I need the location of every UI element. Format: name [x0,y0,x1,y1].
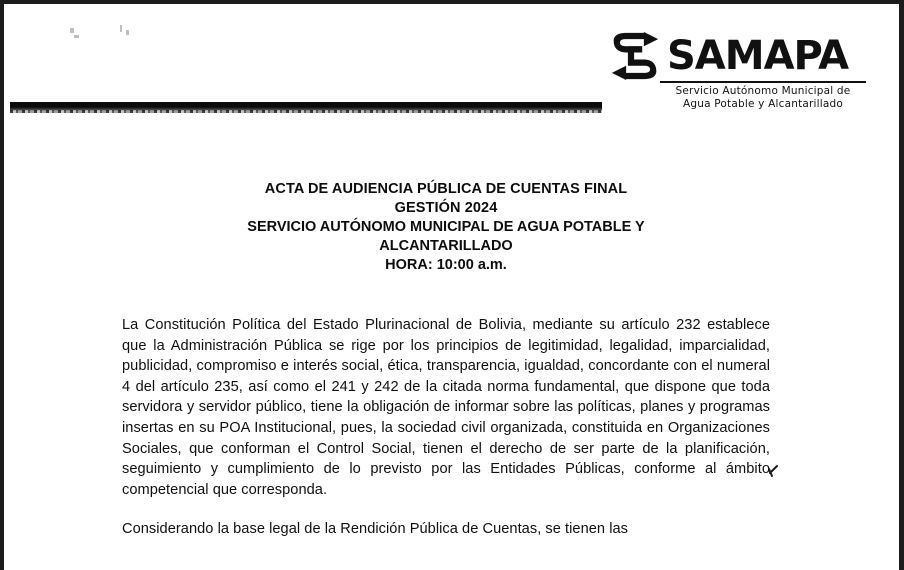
document-title [122,180,770,218]
brand-divider [660,81,866,83]
brand-wordmark: SAMAPA [667,33,849,79]
letterhead [606,32,866,110]
document-body [122,180,770,555]
scan-artifact-smudge [120,25,122,32]
scan-edge-top [0,0,904,4]
document-title-line2: GESTIÓN 2024 [394,200,498,216]
samapa-recycle-s-icon [606,32,664,80]
document-subtitle-line2: ALCANTARILLADO [379,238,513,254]
brand-row [606,32,866,80]
scan-artifact-smudge [74,35,79,38]
body-paragraph: Considerando la base legal de la Rendición Pública de Cuentas, se tienen las [122,521,628,538]
body-paragraph: La Constitución Política del Estado Plurinacional de Bolivia, mediante su artículo 232 establece que la Administración Pública se rige por los principios de legitimidad, legalidad, imparcialidad, publicidad, compromiso e interés social, ética, transparencia, igualdad, concordante con el numeral 4 del artículo 235, así como el 241 y 242 de la citada norma fundamental, que dispone que toda servidora y servidor público, tiene la obligación de informar sobre las políticas, planes y programas insertas en su POA Institucional, pues, la sociedad civil organizada, constituida en Organizaciones Sociales, que conforman el Control Social, tienen el derecho de ser parte de la planificación, seguimiento y cumplimiento de lo previsto por las Entidades Públicas, conforme al ámbito competencial que corresponda. [122,317,770,498]
document-subtitle-line3: HORA: 10:00 a.m. [385,257,507,273]
document-subtitle-line1: SERVICIO AUTÓNOMO MUNICIPAL DE AGUA POTABLE Y [247,219,645,235]
scan-artifact-smudge [70,28,74,33]
document-title-line1: ACTA DE AUDIENCIA PÚBLICA DE CUENTAS FINAL [264,181,628,197]
document-subtitle [122,218,770,275]
scan-edge-right [899,0,904,570]
scan-edge-left [0,0,4,570]
scan-artifact-black-bar [10,102,602,111]
brand-tagline-line1: Servicio Autónomo Municipal de [675,85,851,97]
brand-tagline-line2: Agua Potable y Alcantarillado [682,97,844,110]
handwritten-tick-mark-icon [766,464,780,478]
scan-artifact-smudge [126,30,129,35]
